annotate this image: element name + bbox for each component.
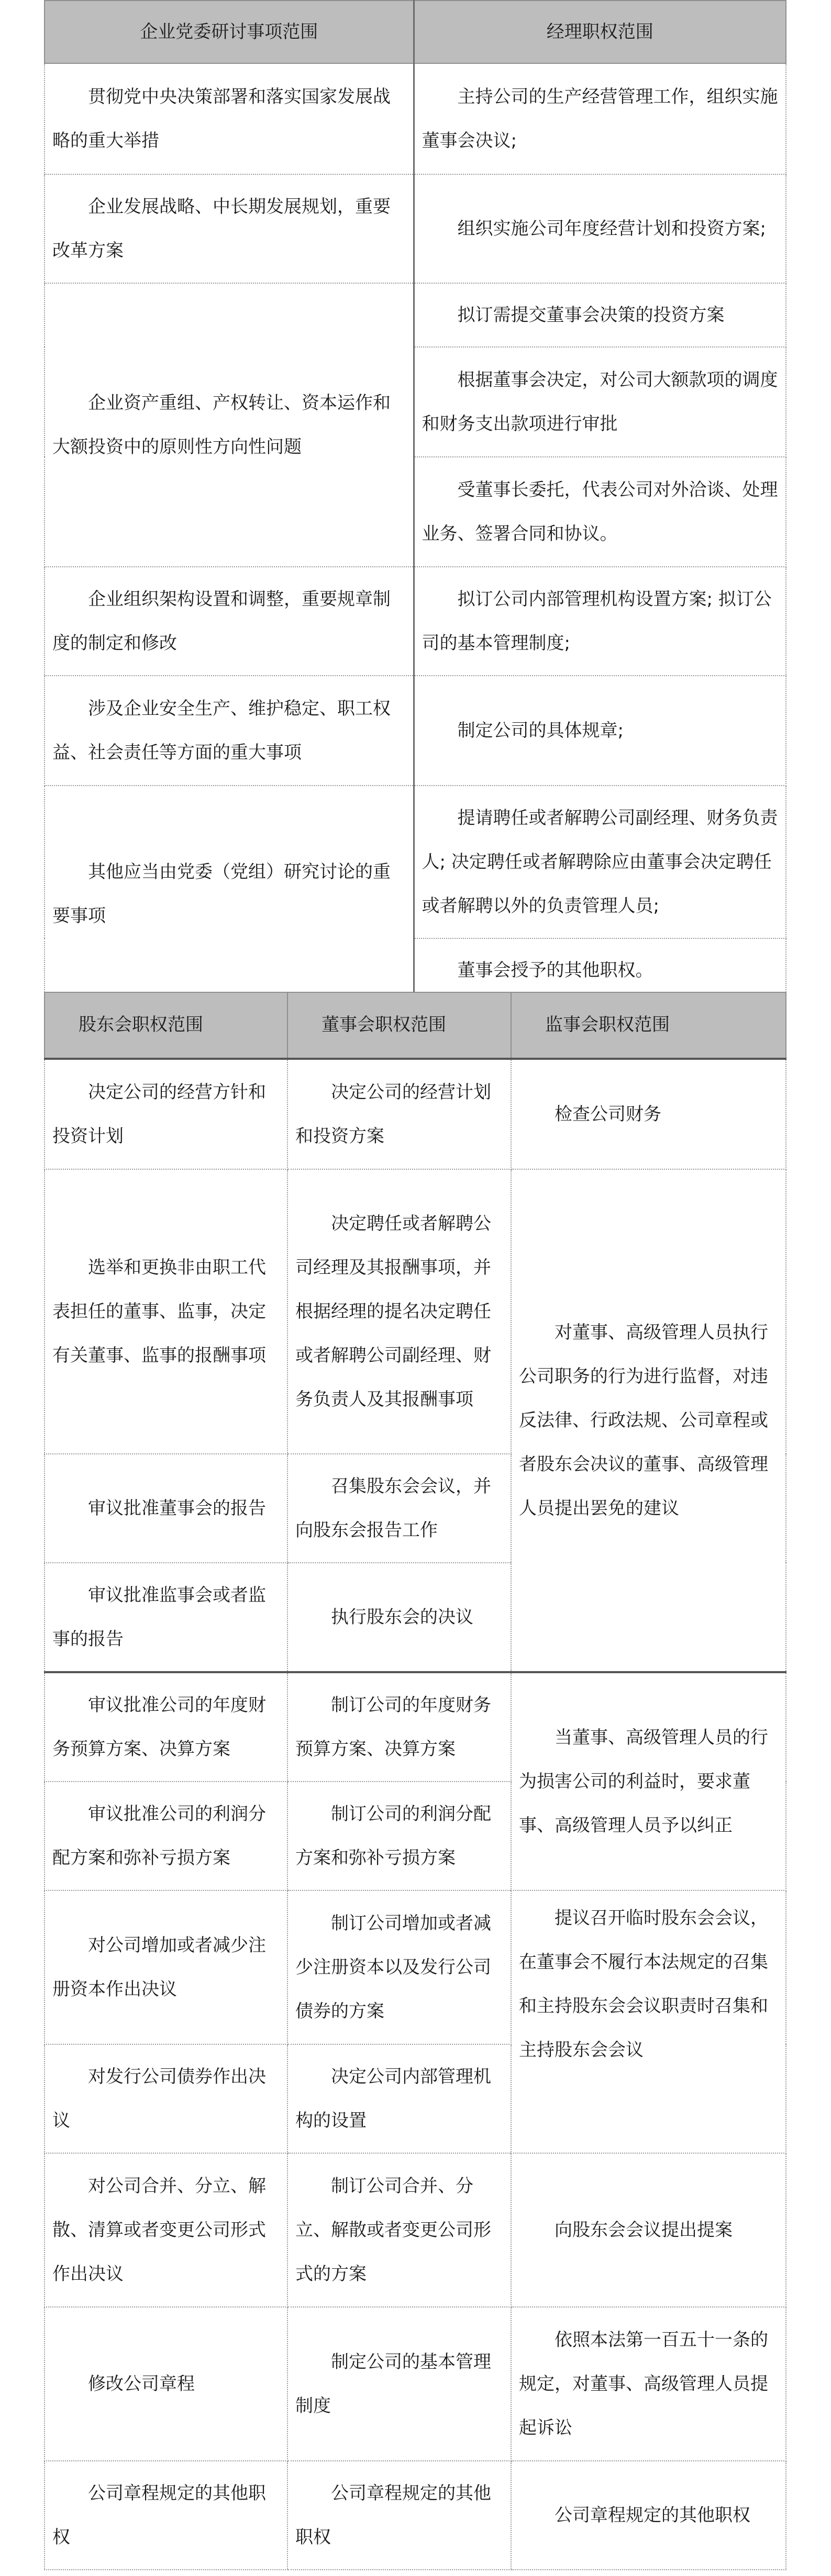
table-row: [45, 174, 786, 283]
table-cell: 涉及企业安全生产、维护稳定、职工权益、社会责任等方面的重大事项: [45, 676, 414, 786]
board-cell: 决定公司的经营计划和投资方案: [287, 1059, 511, 1169]
table-row: [45, 63, 786, 174]
table-row: [45, 283, 786, 347]
board-cell: 制订公司合并、分立、解散或者变更公司形式的方案: [287, 2153, 511, 2307]
board-cell: 决定聘任或者解聘公司经理及其报酬事项，并根据经理的提名决定聘任或者解聘公司副经理、财务负责人及其报酬事项: [287, 1169, 511, 1454]
table-cell: 其他应当由党委（党组）研究讨论的重要事项: [45, 786, 414, 1002]
shareholder-cell: 审议批准监事会或者监事的报告: [45, 1563, 287, 1672]
column-header: 监事会职权范围: [511, 992, 786, 1059]
table-cell: 组织实施公司年度经营计划和投资方案;: [414, 174, 786, 283]
table-row: [45, 1059, 786, 1169]
supervisor-cell: 提议召开临时股东会会议，在董事会不履行本法规定的召集和主持股东会会议职责时召集和主持股东会会议: [511, 1890, 786, 2153]
column-header: 董事会职权范围: [287, 992, 511, 1059]
column-header: 经理职权范围: [414, 1, 786, 63]
column-header: 企业党委研讨事项范围: [45, 1, 414, 63]
table-cell: 拟订需提交董事会决策的投资方案: [414, 283, 786, 347]
table-row: [45, 2307, 786, 2461]
board-cell: 制订公司的利润分配方案和弥补亏损方案: [287, 1782, 511, 1890]
table-cell: 拟订公司内部管理机构设置方案; 拟订公司的基本管理制度;: [414, 567, 786, 676]
supervisor-cell: 向股东会会议提出提案: [511, 2153, 786, 2307]
table-row: [45, 1169, 786, 1454]
shareholder-cell: 修改公司章程: [45, 2307, 287, 2461]
table-cell: 根据董事会决定，对公司大额款项的调度和财务支出款项进行审批: [414, 347, 786, 457]
table-row: [45, 567, 786, 676]
shareholder-cell: 决定公司的经营方针和投资计划: [45, 1059, 287, 1169]
supervisor-cell: 当董事、高级管理人员的行为损害公司的利益时，要求董事、高级管理人员予以纠正: [511, 1672, 786, 1890]
shareholder-cell: 公司章程规定的其他职权: [45, 2461, 287, 2570]
table-header-row: [45, 1, 786, 63]
board-cell: 制定公司的基本管理制度: [287, 2307, 511, 2461]
supervisor-cell: 检查公司财务: [511, 1059, 786, 1169]
shareholder-cell: 对发行公司债券作出决议: [45, 2044, 287, 2153]
shareholder-cell: 对公司增加或者减少注册资本作出决议: [45, 1890, 287, 2044]
table-cell: 贯彻党中央决策部署和落实国家发展战略的重大举措: [45, 63, 414, 174]
supervisor-cell: 依照本法第一百五十一条的规定，对董事、高级管理人员提起诉讼: [511, 2307, 786, 2461]
table-cell: 制定公司的具体规章;: [414, 676, 786, 786]
column-header: 股东会职权范围: [45, 992, 287, 1059]
governance-powers-table: [44, 992, 786, 2570]
supervisor-cell: 对董事、高级管理人员执行公司职务的行为进行监督，对违反法律、行政法规、公司章程或者股东会决议的董事、高级管理人员提出罢免的建议: [511, 1169, 786, 1672]
table-cell: 主持公司的生产经营管理工作，组织实施董事会决议;: [414, 63, 786, 174]
table-cell: 企业发展战略、中长期发展规划，重要改革方案: [45, 174, 414, 283]
board-cell: 召集股东会会议，并向股东会报告工作: [287, 1454, 511, 1563]
table-row: [45, 1672, 786, 1782]
table-cell: 企业组织架构设置和调整，重要规章制度的制定和修改: [45, 567, 414, 676]
table-cell: 企业资产重组、产权转让、资本运作和大额投资中的原则性方向性问题: [45, 283, 414, 567]
table-row: [45, 2461, 786, 2570]
party-committee-manager-table: [44, 0, 786, 1003]
shareholder-cell: 选举和更换非由职工代表担任的董事、监事，决定有关董事、监事的报酬事项: [45, 1169, 287, 1454]
table-cell: 董事会授予的其他职权。: [414, 938, 786, 1002]
table-row: [45, 676, 786, 786]
board-cell: 决定公司内部管理机构的设置: [287, 2044, 511, 2153]
shareholder-cell: 对公司合并、分立、解散、清算或者变更公司形式作出决议: [45, 2153, 287, 2307]
shareholder-cell: 审议批准董事会的报告: [45, 1454, 287, 1563]
board-cell: 公司章程规定的其他职权: [287, 2461, 511, 2570]
shareholder-cell: 审议批准公司的年度财务预算方案、决算方案: [45, 1672, 287, 1782]
shareholder-cell: 审议批准公司的利润分配方案和弥补亏损方案: [45, 1782, 287, 1890]
supervisor-cell: 公司章程规定的其他职权: [511, 2461, 786, 2570]
board-cell: 制订公司增加或者减少注册资本以及发行公司债券的方案: [287, 1890, 511, 2044]
table-header-row: [45, 992, 786, 1059]
table-cell: 提请聘任或者解聘公司副经理、财务负责人; 决定聘任或者解聘除应由董事会决定聘任或者解聘以外的负责管理人员;: [414, 786, 786, 938]
table-row: [45, 786, 786, 938]
board-cell: 执行股东会的决议: [287, 1563, 511, 1672]
board-cell: 制订公司的年度财务预算方案、决算方案: [287, 1672, 511, 1782]
table-row: [45, 2153, 786, 2307]
table-row: [45, 1890, 786, 2044]
table-cell: 受董事长委托，代表公司对外洽谈、处理业务、签署合同和协议。: [414, 457, 786, 567]
